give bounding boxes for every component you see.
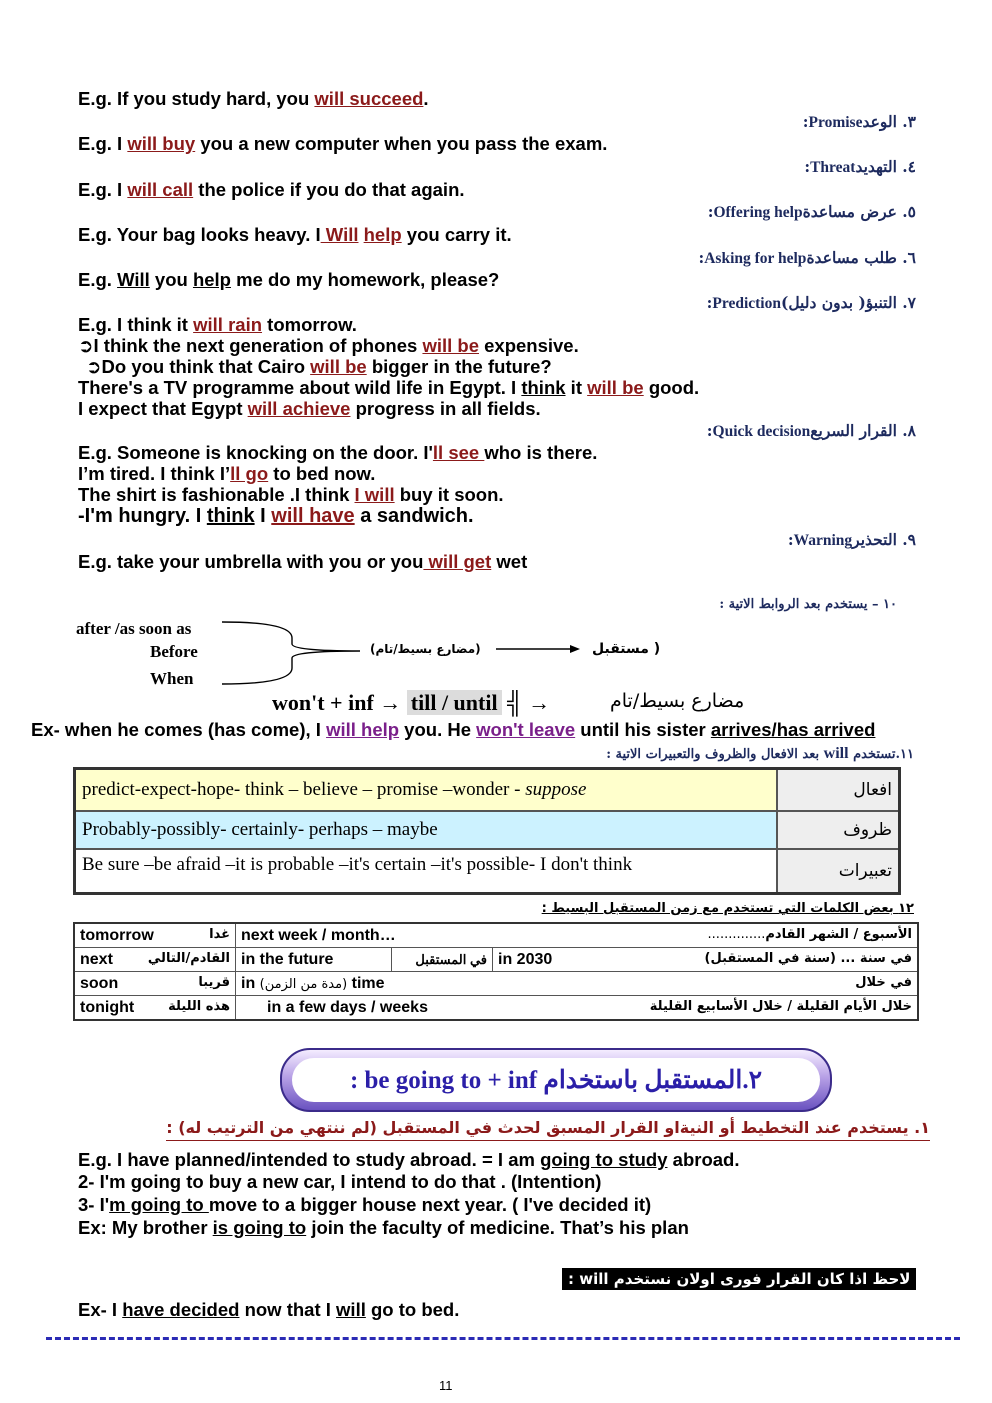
example-line: The shirt is fashionable .I think I will buy it soon. bbox=[78, 484, 504, 505]
table-cell: Be sure –be afraid –it is probable –it's certain –it's possible- I don't think bbox=[75, 849, 778, 894]
table-cell: ظروف bbox=[777, 811, 900, 849]
conjunction-example: Ex- when he comes (has come), I will help you. He won't leave until his sister arrives/has arrived bbox=[31, 719, 876, 740]
table-cell: tonight هذه الليلة bbox=[74, 996, 236, 1021]
table-cell: Probably-possibly- certainly- perhaps – maybe bbox=[75, 811, 778, 849]
table-cell: tomorrow غدا bbox=[74, 923, 236, 948]
arrow-bullet-icon: ➲ bbox=[78, 336, 94, 357]
wont-formula: won't + inf → till / until ╣ → bbox=[272, 690, 551, 715]
table-row bbox=[74, 972, 918, 996]
table-row bbox=[74, 996, 918, 1021]
table-cell: in (مدة من الزمن) time في خلال bbox=[236, 972, 919, 996]
table-cell: in a few days / weeks خلال الأيام القليلة / خلال الأسابيع القليلة bbox=[236, 996, 919, 1021]
table-cell: in the future bbox=[236, 948, 392, 972]
table-row bbox=[74, 923, 918, 948]
example-line: I expect that Egypt will achieve progress in all fields. bbox=[78, 398, 541, 419]
conjunction-item: When bbox=[150, 669, 194, 688]
example-line: ➲I think the next generation of phones will be expensive. bbox=[78, 335, 579, 357]
arrow-bullet-icon: ➲ bbox=[86, 357, 102, 378]
example-line: I’m tired. I think I’ll go to bed now. bbox=[78, 463, 376, 484]
example-line: ➲Do you think that Cairo will be bigger in the future? bbox=[86, 356, 552, 378]
table-row bbox=[75, 769, 900, 812]
note-box: لاحظ اذا كان القرار فورى اولان نستخدم will : bbox=[562, 1268, 916, 1290]
going-to-usage-heading: ١. يستخدم عند التخطيط أو النيةاو القرار المسبق لحدث في المستقبل (لم ننتهي من الترتيب له) : bbox=[166, 1118, 930, 1141]
section-heading-threat: ٤. التهديدThreat: bbox=[804, 157, 916, 176]
section-heading-offering-help: ٥. عرض مساعدةOffering help: bbox=[707, 202, 916, 221]
table-row bbox=[74, 948, 918, 972]
page-number: 11 bbox=[439, 1378, 453, 1393]
conjunctions-heading: ١٠ – يستخدم بعد الروابط الاتية : bbox=[719, 597, 897, 612]
table-cell: افعال bbox=[777, 769, 900, 812]
future-label: ( مستقبل bbox=[592, 641, 661, 657]
dashed-divider bbox=[46, 1337, 960, 1340]
table-cell: next القادم/التالي bbox=[74, 948, 236, 972]
example-line: E.g. take your umbrella with you or you will get wet bbox=[78, 551, 528, 572]
section-heading-promise: ٣. الوعدPromise: bbox=[802, 112, 916, 131]
example-line: 2- I'm going to buy a new car, I intend to do that . (Intention) bbox=[78, 1171, 602, 1192]
example-line: E.g. Someone is knocking on the door. I'll see who is there. bbox=[78, 442, 598, 463]
table-cell: in 2030 في سنة ... (سنة في المستقبل) bbox=[493, 948, 919, 972]
section-heading-11: ١١.تستخدم will بعد الافعال والظروف والتعبيرات الاتية : bbox=[606, 745, 914, 762]
example-line: E.g. I have planned/intended to study abroad. = I am going to study abroad. bbox=[78, 1149, 740, 1170]
example-line: There's a TV programme about wild life in Egypt. I think it will be good. bbox=[78, 377, 700, 398]
example-line: E.g. Will you help me do my homework, please? bbox=[78, 269, 500, 290]
example-line: Ex: My brother is going to join the faculty of medicine. That’s his plan bbox=[78, 1217, 689, 1238]
section-heading-quick-decision: ٨. القرار السريعQuick decision: bbox=[706, 421, 916, 440]
section-heading-12: ١٢ بعض الكلمات التي تستخدم مع زمن المستقبل البسيط : bbox=[541, 901, 914, 916]
table-cell: soon قريبا bbox=[74, 972, 236, 996]
example-line: E.g. If you study hard, you will succeed. bbox=[78, 88, 429, 109]
section-heading-warning: ٩. التحذيرWarning: bbox=[787, 530, 916, 549]
future-time-words-table bbox=[73, 922, 919, 1021]
table-row bbox=[75, 811, 900, 849]
table-cell: next week / month… الأسبوع / الشهر القادم.............. bbox=[236, 923, 919, 948]
till-until-box: till / until bbox=[407, 690, 502, 715]
example-line: E.g. I will buy you a new computer when you pass the exam. bbox=[78, 133, 608, 154]
example-line: E.g. Your bag looks heavy. I Will help you carry it. bbox=[78, 224, 512, 245]
table-cell: في المستقبل bbox=[392, 948, 493, 972]
table-cell: تعبيرات bbox=[777, 849, 900, 894]
banner-title: ٢.المستقبل باستخدام be going to + inf : bbox=[349, 1067, 763, 1094]
conjunction-item: Before bbox=[150, 642, 198, 661]
table-cell: predict-expect-hope- think – believe – promise –wonder - suppose bbox=[75, 769, 778, 812]
conjunction-item: after /as soon as bbox=[76, 619, 192, 638]
section-heading-asking-help: ٦. طلب مساعدةAsking for help: bbox=[698, 248, 916, 267]
verbs-adverbs-table bbox=[73, 767, 901, 895]
example-line: E.g. I will call the police if you do that again. bbox=[78, 179, 465, 200]
table-row bbox=[75, 849, 900, 894]
present-simple-label: (مضارع بسيط/تام) bbox=[370, 642, 481, 656]
example-line: -I'm hungry. I think I will have a sandwich. bbox=[78, 505, 474, 527]
going-to-banner bbox=[280, 1048, 832, 1112]
example-line: 3- I'm going to move to a bigger house next year. ( I've decided it) bbox=[78, 1194, 652, 1215]
example-line: E.g. I think it will rain tomorrow. bbox=[78, 314, 357, 335]
present-simple-arabic: مضارع بسيط/تام bbox=[610, 690, 745, 712]
example-line: Ex- I have decided now that I will go to bed. bbox=[78, 1299, 460, 1320]
section-heading-prediction: ٧. التنبؤ( بدون دليل)Prediction: bbox=[706, 293, 916, 312]
